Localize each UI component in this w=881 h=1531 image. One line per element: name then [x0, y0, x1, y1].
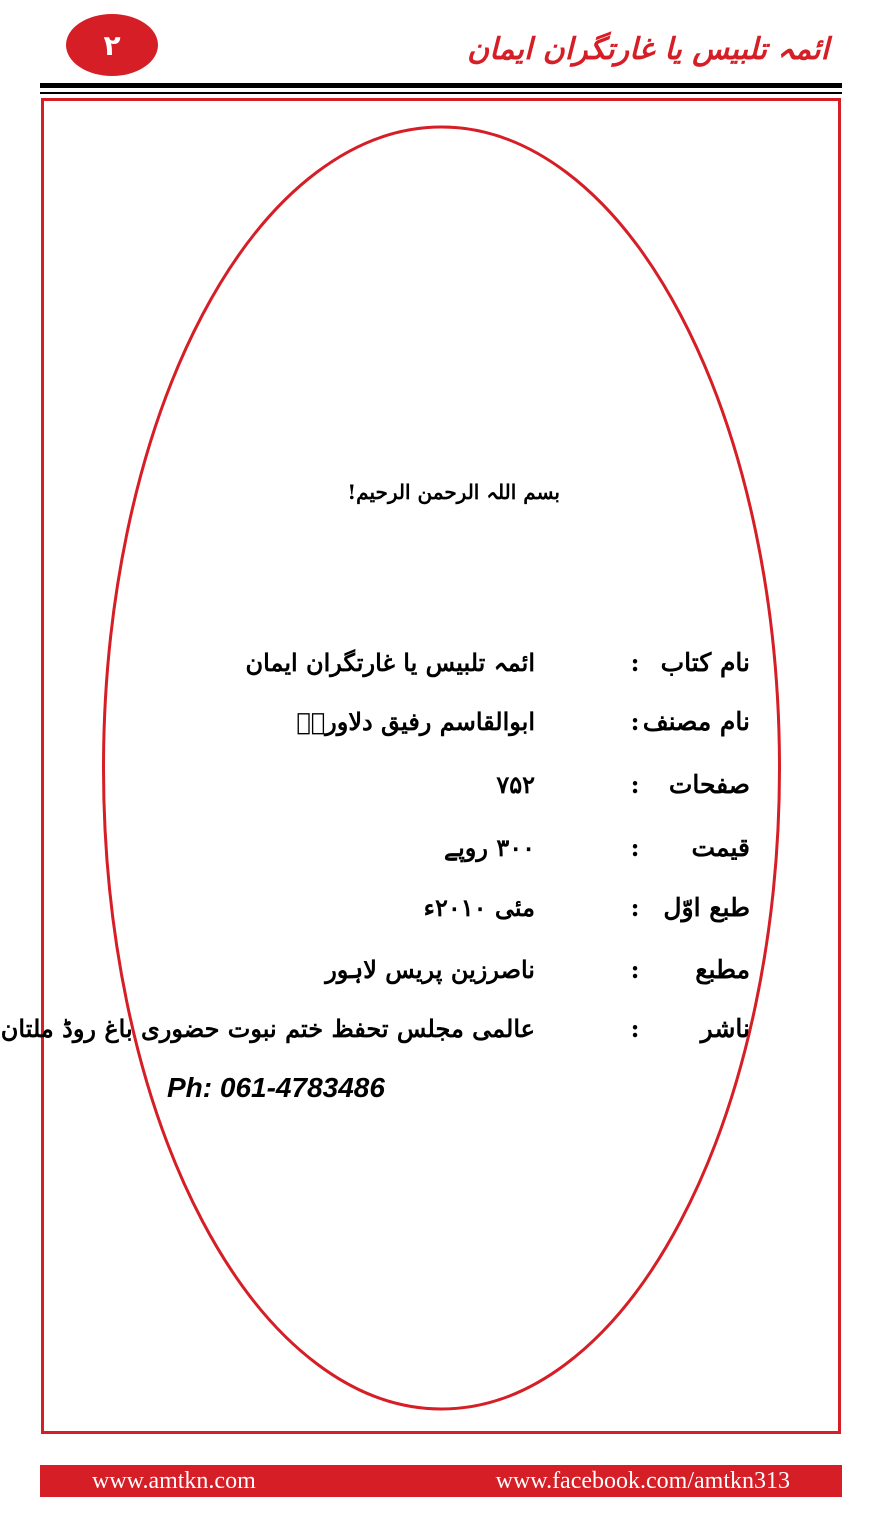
page-number: ۲ — [103, 28, 121, 62]
info-colon: : — [630, 833, 640, 862]
phone-number: Ph: 061-4783486 — [167, 1072, 385, 1103]
info-label: قیمت — [691, 833, 750, 862]
info-label: ناشر — [700, 1014, 750, 1043]
info-value: ابوالقاسم رفیق دلاوریؒ — [296, 707, 535, 736]
info-colon: : — [630, 648, 640, 677]
header-rule-thin — [40, 92, 842, 94]
info-label: صفحات — [668, 770, 750, 799]
info-value: ۷۵۲ — [496, 770, 535, 799]
info-row-price — [150, 833, 750, 879]
info-label: طبع اوّل — [663, 893, 750, 922]
footer-bar — [40, 1465, 842, 1497]
info-row-first-edition — [150, 893, 750, 939]
info-label: مطبع — [695, 955, 750, 984]
bismillah: بسم اللہ الرحمن الرحیم! — [347, 480, 560, 504]
oval-frame — [0, 124, 782, 1412]
info-label: نام مصنف — [642, 707, 750, 736]
info-colon: : — [630, 1014, 640, 1043]
info-row-press — [150, 955, 750, 1001]
page-number-badge — [66, 14, 158, 76]
info-row-publisher — [0, 1014, 750, 1060]
info-row-book-name — [150, 648, 750, 694]
info-value: ائمہ تلبیس یا غارتگران ایمان — [245, 648, 535, 677]
info-colon: : — [630, 770, 640, 799]
info-colon: : — [630, 707, 640, 736]
info-value: عالمی مجلس تحفظ ختم نبوت حضوری باغ روڈ ملتان — [0, 1014, 535, 1043]
info-row-pages — [150, 770, 750, 816]
header-rule-thick — [40, 83, 842, 88]
header-book-title: ائمہ تلبیس یا غارتگران ایمان — [467, 32, 829, 67]
info-label: نام کتاب — [660, 648, 750, 677]
info-value: ناصرزین پریس لاہور — [325, 955, 535, 984]
footer-website-link[interactable]: www.amtkn.com — [92, 1468, 256, 1494]
footer-facebook-link[interactable]: www.facebook.com/amtkn313 — [495, 1468, 790, 1494]
info-colon: : — [630, 893, 640, 922]
info-row-author — [150, 707, 750, 753]
info-value: ۳۰۰ روپے — [444, 833, 535, 862]
info-value: مئی ۲۰۱۰ء — [423, 893, 535, 922]
info-colon: : — [630, 955, 640, 984]
